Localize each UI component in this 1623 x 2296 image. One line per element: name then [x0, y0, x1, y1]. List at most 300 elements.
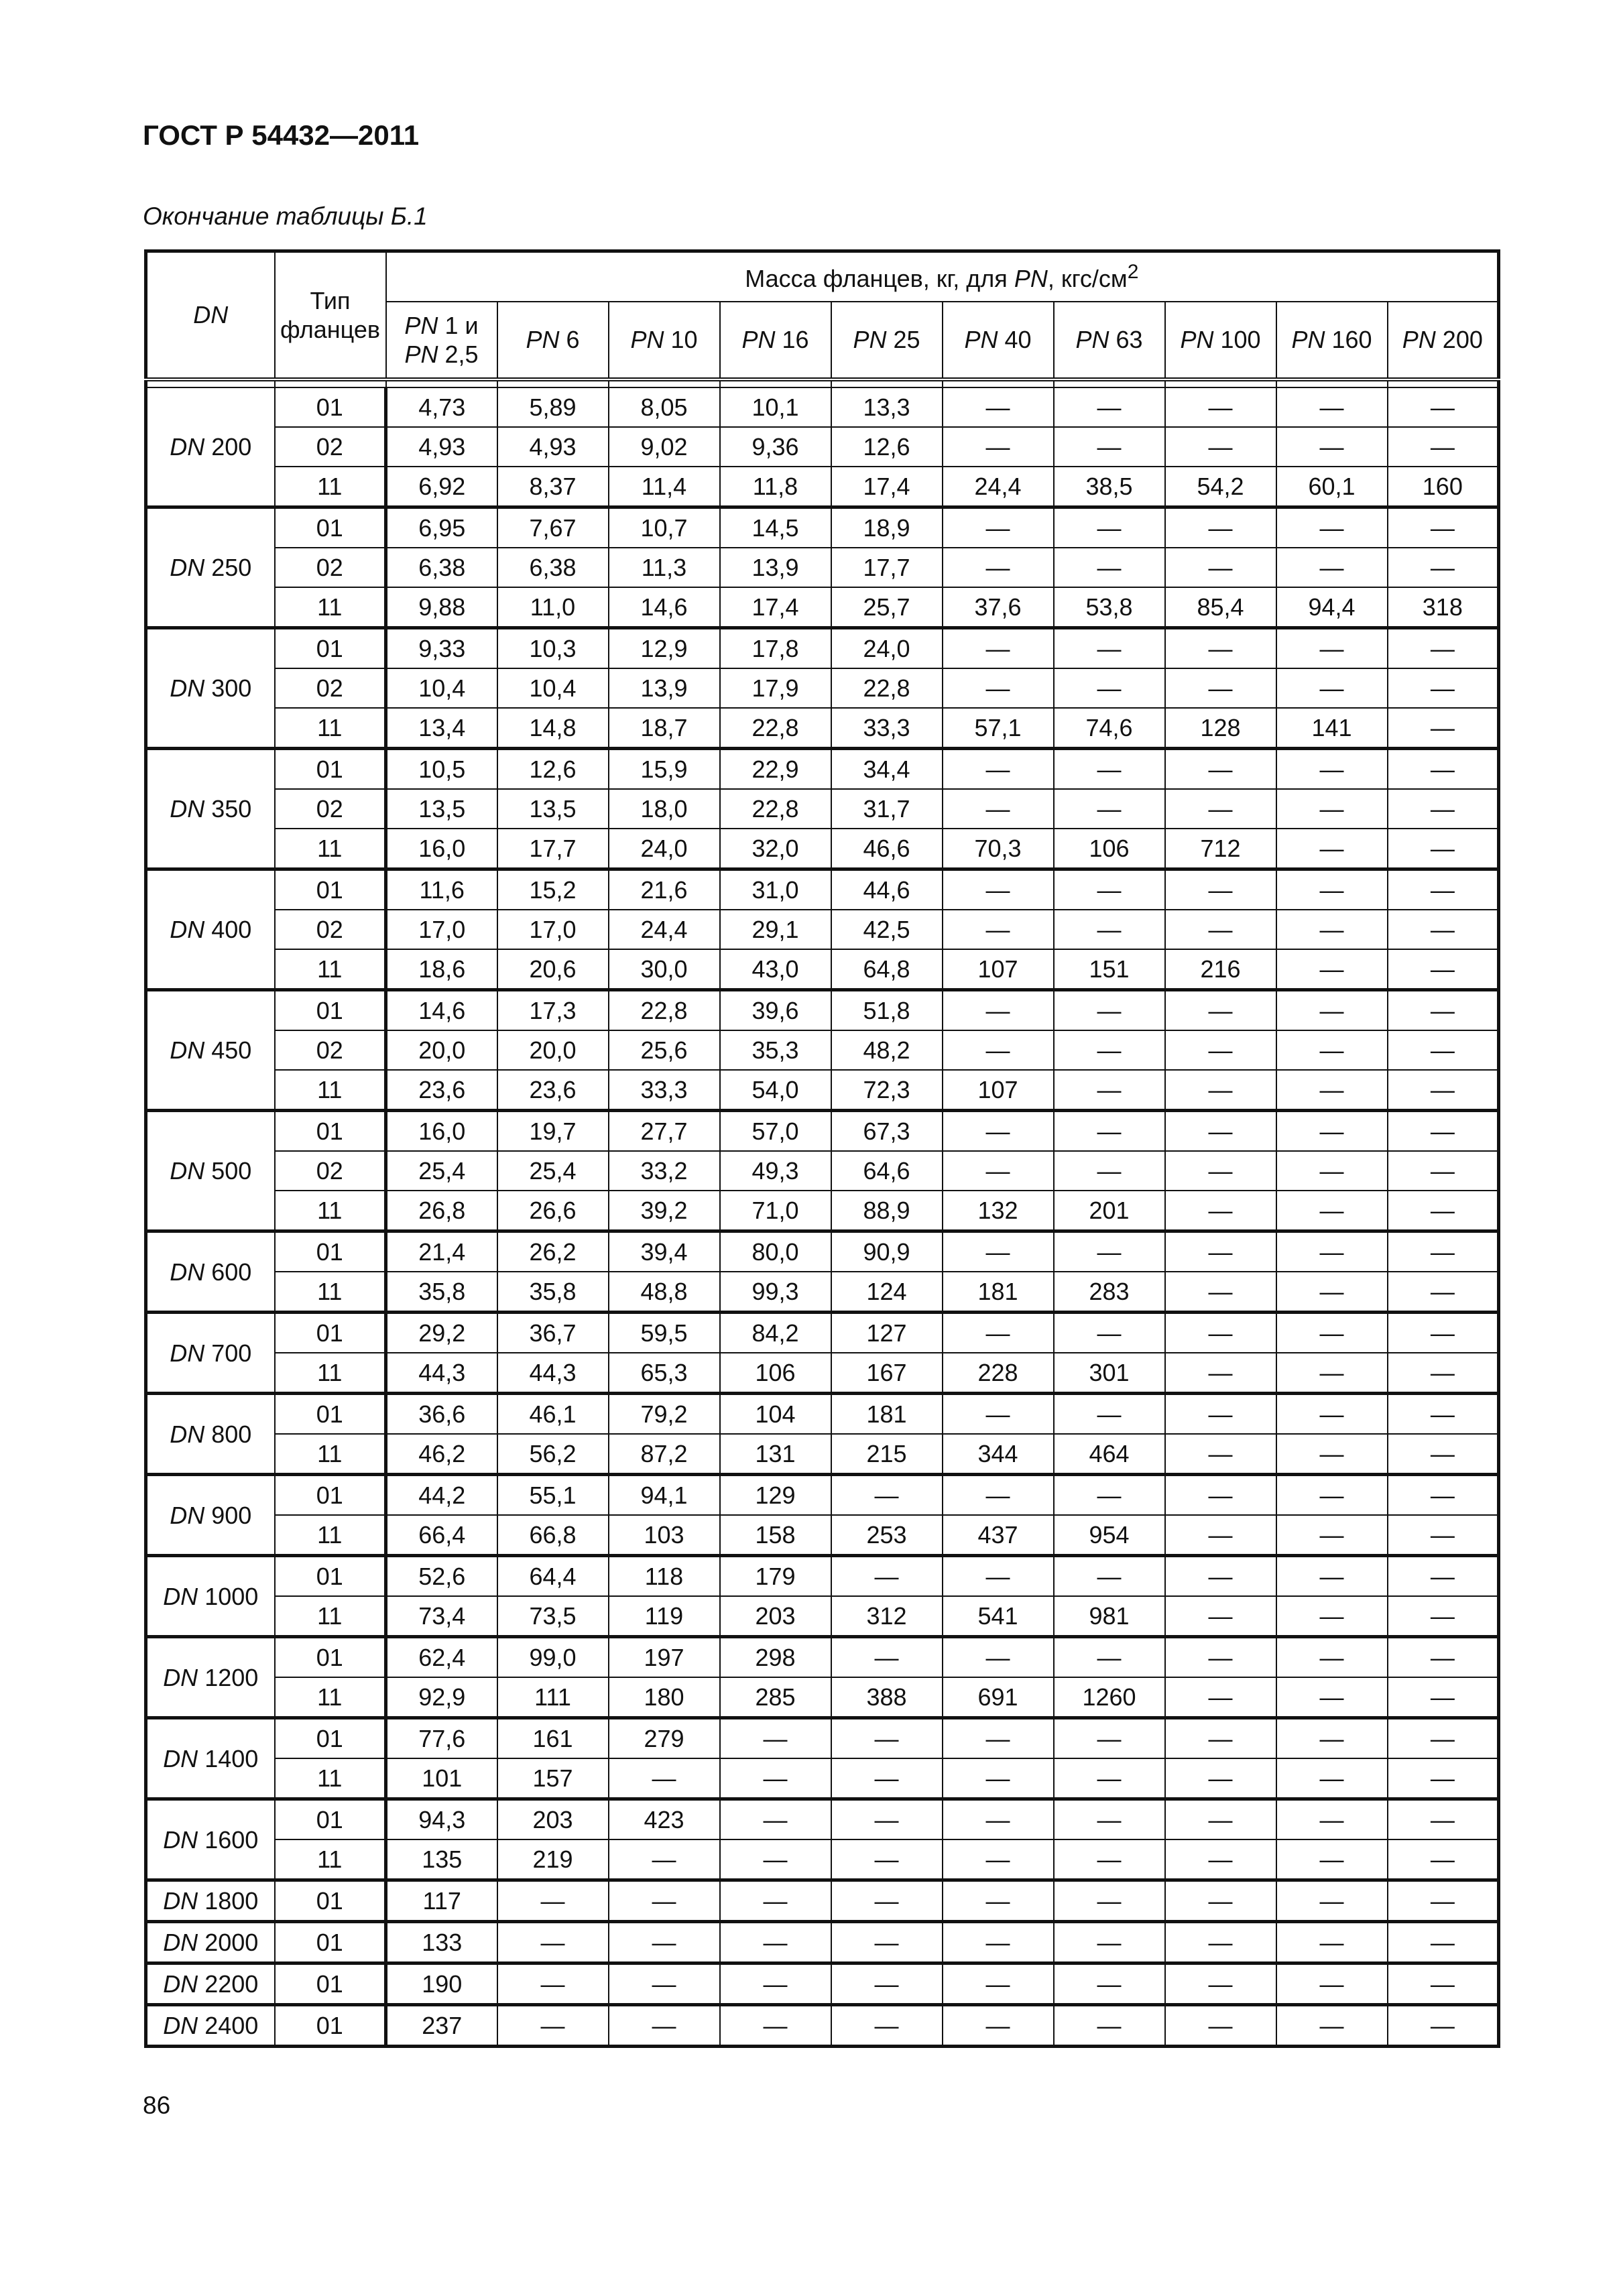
mass-value-cell: —	[1276, 1353, 1388, 1394]
pn-column-header: PN 6	[497, 302, 609, 379]
table-row	[146, 1272, 1499, 1313]
mass-value-cell: 344	[943, 1434, 1054, 1475]
mass-value-cell: 13,4	[386, 708, 497, 749]
flange-type-cell: 01	[275, 1394, 386, 1435]
mass-value-cell: —	[1276, 1758, 1388, 1799]
mass-value-cell: —	[943, 1799, 1054, 1840]
flange-type-cell: 02	[275, 668, 386, 708]
mass-value-cell: —	[1054, 869, 1165, 910]
table-row	[146, 2005, 1499, 2047]
mass-value-cell: 43,0	[720, 949, 831, 990]
mass-value-cell: 73,4	[386, 1596, 497, 1637]
mass-value-cell: —	[720, 1880, 831, 1922]
mass-value-cell: —	[1276, 548, 1388, 587]
dn-cell: DN 350	[146, 749, 275, 869]
table-row	[146, 507, 1499, 548]
mass-value-cell: 54,0	[720, 1070, 831, 1111]
table-row	[146, 708, 1499, 749]
flange-type-cell: 11	[275, 1596, 386, 1637]
table-row	[146, 467, 1499, 507]
mass-value-cell: —	[1054, 789, 1165, 829]
mass-value-cell: 79,2	[609, 1394, 720, 1435]
mass-value-cell: 25,7	[831, 587, 943, 628]
mass-value-cell: 129	[720, 1475, 831, 1516]
mass-value-cell: —	[497, 2005, 609, 2047]
dn-cell: DN 250	[146, 507, 275, 628]
mass-value-cell: —	[1054, 1556, 1165, 1597]
mass-value-cell: —	[1276, 1231, 1388, 1272]
mass-value-cell: —	[1276, 1475, 1388, 1516]
mass-value-cell: —	[497, 1922, 609, 1963]
mass-value-cell: 46,2	[386, 1434, 497, 1475]
mass-value-cell: 35,8	[497, 1272, 609, 1313]
dn-cell: DN 900	[146, 1475, 275, 1556]
mass-value-cell: 84,2	[720, 1313, 831, 1353]
mass-value-cell: —	[1165, 1556, 1276, 1597]
mass-value-cell: —	[943, 1922, 1054, 1963]
document-code: ГОСТ Р 54432—2011	[143, 119, 420, 151]
pn-column-header: PN 40	[943, 302, 1054, 379]
mass-value-cell: 10,1	[720, 387, 831, 427]
mass-value-cell: 215	[831, 1434, 943, 1475]
table-row	[146, 1758, 1499, 1799]
mass-value-cell: 10,7	[609, 507, 720, 548]
mass-value-cell: 80,0	[720, 1231, 831, 1272]
mass-value-cell: —	[1054, 1231, 1165, 1272]
mass-value-cell: —	[943, 749, 1054, 790]
mass-value-cell: —	[943, 869, 1054, 910]
flange-type-cell: 02	[275, 427, 386, 467]
mass-value-cell: —	[1276, 628, 1388, 669]
flange-type-cell: 01	[275, 628, 386, 669]
flange-type-cell: 11	[275, 1191, 386, 1231]
mass-value-cell: 25,4	[386, 1151, 497, 1191]
table-row	[146, 910, 1499, 949]
flange-type-cell: 11	[275, 1758, 386, 1799]
mass-value-cell: 22,8	[609, 990, 720, 1031]
mass-value-cell: 99,0	[497, 1637, 609, 1678]
mass-value-cell: 132	[943, 1191, 1054, 1231]
mass-value-cell: —	[1276, 1191, 1388, 1231]
mass-value-cell: 423	[609, 1799, 720, 1840]
mass-value-cell: —	[1165, 1070, 1276, 1111]
mass-value-cell: 64,6	[831, 1151, 943, 1191]
mass-value-cell: —	[1388, 1556, 1499, 1597]
mass-value-cell: 54,2	[1165, 467, 1276, 507]
mass-value-cell: 29,2	[386, 1313, 497, 1353]
mass-value-cell: —	[1165, 1677, 1276, 1718]
mass-value-cell: 44,3	[386, 1353, 497, 1394]
mass-value-cell: 72,3	[831, 1070, 943, 1111]
table-row	[146, 1191, 1499, 1231]
mass-value-cell: —	[943, 387, 1054, 427]
mass-value-cell: 15,9	[609, 749, 720, 790]
mass-value-cell: 20,6	[497, 949, 609, 990]
mass-value-cell: 11,6	[386, 869, 497, 910]
mass-value-cell: —	[1388, 1758, 1499, 1799]
pn-column-header: PN 100	[1165, 302, 1276, 379]
mass-value-cell: 197	[609, 1637, 720, 1678]
mass-value-cell: 437	[943, 1515, 1054, 1556]
mass-value-cell: 57,0	[720, 1111, 831, 1152]
mass-value-cell: —	[1388, 1394, 1499, 1435]
mass-value-cell: 12,9	[609, 628, 720, 669]
mass-value-cell: 85,4	[1165, 587, 1276, 628]
table-header	[146, 251, 1499, 380]
mass-value-cell: 48,8	[609, 1272, 720, 1313]
mass-value-cell: 11,0	[497, 587, 609, 628]
mass-value-cell: 179	[720, 1556, 831, 1597]
mass-value-cell: 279	[609, 1718, 720, 1759]
mass-value-cell: —	[1054, 668, 1165, 708]
mass-value-cell: 27,7	[609, 1111, 720, 1152]
mass-value-cell: —	[1276, 990, 1388, 1031]
mass-value-cell: —	[1165, 668, 1276, 708]
flange-type-cell: 11	[275, 708, 386, 749]
table-row	[146, 1677, 1499, 1718]
mass-value-cell: 49,3	[720, 1151, 831, 1191]
mass-value-cell: 60,1	[1276, 467, 1388, 507]
mass-value-cell: 6,38	[386, 548, 497, 587]
flange-type-cell: 01	[275, 990, 386, 1031]
mass-value-cell: 18,7	[609, 708, 720, 749]
mass-value-cell: —	[1276, 507, 1388, 548]
mass-value-cell: 33,2	[609, 1151, 720, 1191]
mass-value-cell: —	[1276, 1799, 1388, 1840]
mass-value-cell: —	[1388, 1475, 1499, 1516]
mass-value-cell: —	[943, 1637, 1054, 1678]
mass-value-cell: 158	[720, 1515, 831, 1556]
mass-value-cell: —	[1165, 910, 1276, 949]
mass-value-cell: —	[1276, 1313, 1388, 1353]
table-row	[146, 628, 1499, 669]
mass-value-cell: —	[1165, 1637, 1276, 1678]
mass-value-cell: —	[1054, 628, 1165, 669]
table-row	[146, 1111, 1499, 1152]
table-row	[146, 1515, 1499, 1556]
mass-value-cell: 253	[831, 1515, 943, 1556]
mass-value-cell: 13,9	[720, 548, 831, 587]
table-row	[146, 1313, 1499, 1353]
flange-type-cell: 11	[275, 1070, 386, 1111]
mass-value-cell: 94,4	[1276, 587, 1388, 628]
mass-value-cell: —	[1276, 1596, 1388, 1637]
mass-value-cell: —	[1388, 708, 1499, 749]
table-row	[146, 829, 1499, 869]
mass-value-cell: 62,4	[386, 1637, 497, 1678]
mass-value-cell: 26,6	[497, 1191, 609, 1231]
mass-value-cell: 67,3	[831, 1111, 943, 1152]
mass-value-cell: 37,6	[943, 587, 1054, 628]
mass-value-cell: 73,5	[497, 1596, 609, 1637]
flange-type-cell: 01	[275, 1799, 386, 1840]
mass-value-cell: 33,3	[831, 708, 943, 749]
mass-value-cell: —	[1165, 1394, 1276, 1435]
mass-value-cell: —	[943, 1394, 1054, 1435]
mass-value-cell: —	[1388, 548, 1499, 587]
flange-type-cell: 02	[275, 1030, 386, 1070]
mass-value-cell: 216	[1165, 949, 1276, 990]
mass-value-cell: 135	[386, 1839, 497, 1880]
mass-value-cell: —	[1054, 1758, 1165, 1799]
mass-value-cell: 180	[609, 1677, 720, 1718]
mass-value-cell: 106	[1054, 829, 1165, 869]
mass-value-cell: —	[1388, 1515, 1499, 1556]
mass-value-cell: —	[1276, 427, 1388, 467]
mass-value-cell: —	[1054, 1030, 1165, 1070]
flange-type-cell: 11	[275, 829, 386, 869]
mass-value-cell: 981	[1054, 1596, 1165, 1637]
mass-value-cell: 17,9	[720, 668, 831, 708]
mass-value-cell: 10,3	[497, 628, 609, 669]
pn-column-header: PN 10	[609, 302, 720, 379]
mass-value-cell: 104	[720, 1394, 831, 1435]
mass-value-cell: 74,6	[1054, 708, 1165, 749]
mass-value-cell: 71,0	[720, 1191, 831, 1231]
mass-value-cell: 70,3	[943, 829, 1054, 869]
table-row	[146, 990, 1499, 1031]
mass-value-cell: 51,8	[831, 990, 943, 1031]
mass-value-cell: —	[943, 628, 1054, 669]
dn-cell: DN 2400	[146, 2005, 275, 2047]
mass-value-cell: 285	[720, 1677, 831, 1718]
mass-value-cell: —	[943, 427, 1054, 467]
mass-value-cell: 57,1	[943, 708, 1054, 749]
mass-value-cell: 46,6	[831, 829, 943, 869]
mass-value-cell: —	[831, 1839, 943, 1880]
dn-column-header: DN	[146, 251, 275, 380]
mass-value-cell: —	[1165, 427, 1276, 467]
table-body	[146, 379, 1499, 2047]
mass-value-cell: 44,2	[386, 1475, 497, 1516]
flange-type-cell: 01	[275, 1313, 386, 1353]
mass-value-cell: 21,4	[386, 1231, 497, 1272]
mass-value-cell: —	[831, 1475, 943, 1516]
mass-value-cell: 64,8	[831, 949, 943, 990]
mass-value-cell: —	[1054, 548, 1165, 587]
mass-value-cell: —	[1388, 507, 1499, 548]
mass-value-cell: —	[1165, 789, 1276, 829]
mass-value-cell: 25,6	[609, 1030, 720, 1070]
mass-value-cell: —	[1276, 869, 1388, 910]
mass-value-cell: 13,5	[386, 789, 497, 829]
mass-value-cell: 39,6	[720, 990, 831, 1031]
mass-value-cell: 219	[497, 1839, 609, 1880]
mass-value-cell: —	[720, 2005, 831, 2047]
mass-value-cell: 118	[609, 1556, 720, 1597]
mass-value-cell: 119	[609, 1596, 720, 1637]
dn-cell: DN 200	[146, 387, 275, 507]
mass-value-cell: —	[943, 1030, 1054, 1070]
mass-value-cell: —	[1388, 387, 1499, 427]
mass-value-cell: —	[1165, 1718, 1276, 1759]
mass-value-cell: —	[1276, 789, 1388, 829]
mass-value-cell: 32,0	[720, 829, 831, 869]
flange-type-cell: 01	[275, 1637, 386, 1678]
flange-type-cell: 11	[275, 587, 386, 628]
mass-value-cell: —	[720, 1963, 831, 2005]
mass-value-cell: —	[831, 1758, 943, 1799]
mass-value-cell: 42,5	[831, 910, 943, 949]
mass-value-cell: 127	[831, 1313, 943, 1353]
mass-value-cell: —	[1165, 1151, 1276, 1191]
mass-value-cell: —	[943, 1231, 1054, 1272]
mass-value-cell: —	[1388, 1718, 1499, 1759]
mass-value-cell: —	[1276, 1963, 1388, 2005]
flange-type-cell: 02	[275, 789, 386, 829]
table-row	[146, 1880, 1499, 1922]
flange-type-cell: 01	[275, 1111, 386, 1152]
mass-value-cell: —	[943, 507, 1054, 548]
table-row	[146, 548, 1499, 587]
mass-value-cell: 59,5	[609, 1313, 720, 1353]
mass-value-cell: 24,0	[609, 829, 720, 869]
mass-value-cell: 318	[1388, 587, 1499, 628]
flange-type-cell: 01	[275, 1880, 386, 1922]
mass-value-cell: —	[1165, 1030, 1276, 1070]
mass-value-cell: —	[943, 990, 1054, 1031]
mass-value-cell: —	[1165, 1111, 1276, 1152]
table-row	[146, 1394, 1499, 1435]
mass-value-cell: 13,3	[831, 387, 943, 427]
pn-column-header: PN 16	[720, 302, 831, 379]
mass-value-cell: —	[831, 1799, 943, 1840]
table-row	[146, 1596, 1499, 1637]
mass-value-cell: 14,8	[497, 708, 609, 749]
mass-value-cell: 35,3	[720, 1030, 831, 1070]
mass-value-cell: 14,6	[386, 990, 497, 1031]
mass-value-cell: 46,1	[497, 1394, 609, 1435]
mass-value-cell: —	[1165, 1963, 1276, 2005]
mass-value-cell: 92,9	[386, 1677, 497, 1718]
mass-value-cell: 18,0	[609, 789, 720, 829]
mass-value-cell: 103	[609, 1515, 720, 1556]
mass-value-cell: 17,0	[497, 910, 609, 949]
mass-value-cell: 954	[1054, 1515, 1165, 1556]
mass-value-cell: —	[831, 1880, 943, 1922]
mass-value-cell: 106	[720, 1353, 831, 1394]
table-row	[146, 869, 1499, 910]
mass-value-cell: 64,4	[497, 1556, 609, 1597]
mass-value-cell: 55,1	[497, 1475, 609, 1516]
pn-column-header: PN 25	[831, 302, 943, 379]
dn-cell: DN 2200	[146, 1963, 275, 2005]
mass-value-cell: —	[1388, 749, 1499, 790]
mass-value-cell: —	[720, 1922, 831, 1963]
mass-value-cell: —	[497, 1963, 609, 2005]
mass-value-cell: —	[1388, 1272, 1499, 1313]
mass-value-cell: 52,6	[386, 1556, 497, 1597]
table-row	[146, 427, 1499, 467]
mass-value-cell: 201	[1054, 1191, 1165, 1231]
mass-value-cell: 17,0	[386, 910, 497, 949]
mass-value-cell: 21,6	[609, 869, 720, 910]
mass-value-cell: 17,8	[720, 628, 831, 669]
mass-value-cell: —	[609, 1839, 720, 1880]
mass-value-cell: 17,7	[831, 548, 943, 587]
pn-column-header: PN 63	[1054, 302, 1165, 379]
mass-value-cell: —	[1276, 1637, 1388, 1678]
mass-value-cell: 9,33	[386, 628, 497, 669]
mass-value-cell: 107	[943, 1070, 1054, 1111]
mass-value-cell: —	[1054, 1111, 1165, 1152]
mass-value-cell: 44,6	[831, 869, 943, 910]
mass-value-cell: 117	[386, 1880, 497, 1922]
table-row	[146, 949, 1499, 990]
mass-value-cell: —	[720, 1758, 831, 1799]
mass-value-cell: 36,7	[497, 1313, 609, 1353]
mass-value-cell: —	[1054, 1922, 1165, 1963]
table-row	[146, 587, 1499, 628]
mass-value-cell: —	[1054, 2005, 1165, 2047]
mass-value-cell: —	[497, 1880, 609, 1922]
mass-value-cell: 237	[386, 2005, 497, 2047]
mass-value-cell: —	[1165, 869, 1276, 910]
dn-cell: DN 400	[146, 869, 275, 990]
flange-type-cell: 11	[275, 1434, 386, 1475]
mass-value-cell: —	[1276, 1880, 1388, 1922]
dn-cell: DN 700	[146, 1313, 275, 1394]
mass-value-cell: —	[1054, 1839, 1165, 1880]
flange-type-cell: 01	[275, 1556, 386, 1597]
pn-column-header: PN 200	[1388, 302, 1499, 379]
mass-value-cell: 20,0	[497, 1030, 609, 1070]
mass-value-cell: —	[1388, 1191, 1499, 1231]
mass-value-cell: —	[1165, 1515, 1276, 1556]
mass-value-cell: 48,2	[831, 1030, 943, 1070]
flange-type-cell: 01	[275, 1963, 386, 2005]
mass-value-cell: —	[1165, 1475, 1276, 1516]
mass-value-cell: 22,9	[720, 749, 831, 790]
mass-value-cell: 38,5	[1054, 467, 1165, 507]
mass-value-cell: —	[1276, 1677, 1388, 1718]
mass-value-cell: 10,4	[386, 668, 497, 708]
mass-value-cell: —	[1388, 668, 1499, 708]
mass-value-cell: 7,67	[497, 507, 609, 548]
mass-value-cell: —	[1276, 1111, 1388, 1152]
mass-value-cell: 26,8	[386, 1191, 497, 1231]
flange-type-cell: 11	[275, 467, 386, 507]
mass-value-cell: —	[1388, 1434, 1499, 1475]
mass-value-cell: 541	[943, 1596, 1054, 1637]
mass-value-cell: 35,8	[386, 1272, 497, 1313]
mass-value-cell: —	[1165, 2005, 1276, 2047]
mass-value-cell: —	[1165, 1880, 1276, 1922]
mass-value-cell: —	[1388, 1151, 1499, 1191]
mass-value-cell: 87,2	[609, 1434, 720, 1475]
table-row	[146, 1718, 1499, 1759]
mass-value-cell: —	[831, 2005, 943, 2047]
mass-value-cell: —	[1276, 749, 1388, 790]
mass-value-cell: —	[1276, 829, 1388, 869]
mass-value-cell: —	[1388, 1353, 1499, 1394]
mass-value-cell: —	[1276, 668, 1388, 708]
mass-value-cell: 4,73	[386, 387, 497, 427]
mass-value-cell: —	[1276, 1718, 1388, 1759]
mass-value-cell: 131	[720, 1434, 831, 1475]
mass-value-cell: —	[1165, 1839, 1276, 1880]
mass-value-cell: 283	[1054, 1272, 1165, 1313]
mass-value-cell: —	[609, 1963, 720, 2005]
mass-value-cell: —	[1165, 1799, 1276, 1840]
mass-value-cell: 157	[497, 1758, 609, 1799]
flange-type-cell: 02	[275, 548, 386, 587]
mass-value-cell: —	[1388, 1922, 1499, 1963]
mass-value-cell: 8,37	[497, 467, 609, 507]
flange-type-cell: 01	[275, 1475, 386, 1516]
mass-value-cell: 33,3	[609, 1070, 720, 1111]
mass-value-cell: —	[1054, 1718, 1165, 1759]
